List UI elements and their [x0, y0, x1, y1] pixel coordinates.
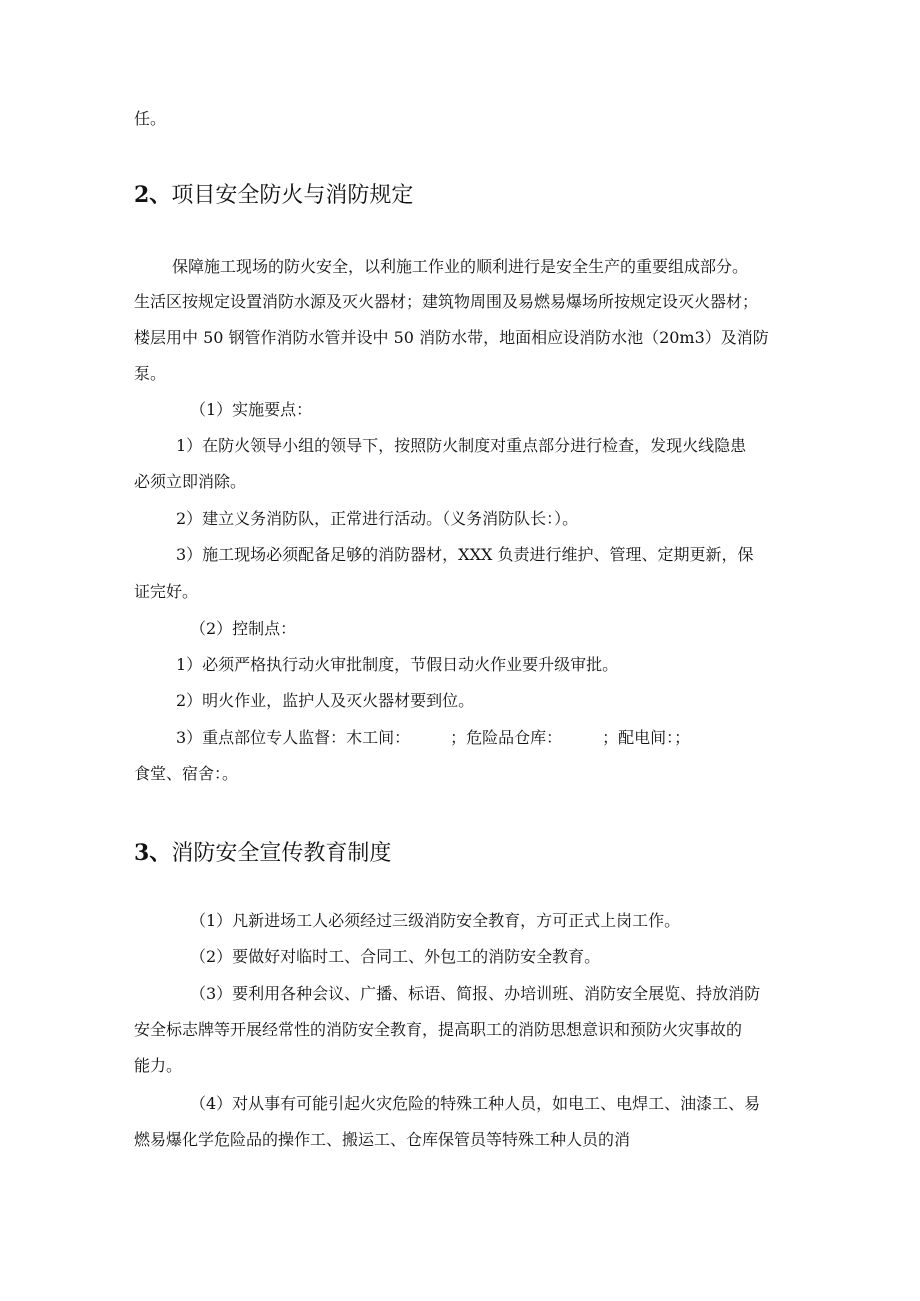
sub2-item-3: 3）重点部位专人监督：木工间： ；危险品仓库： ；配电间：； [176, 728, 691, 747]
sub2-item-2: 2）明火作业，监护人及灭火器材要到位。 [176, 691, 475, 710]
sub2-item-3-cont: 食堂、宿舍：。 [134, 764, 239, 783]
section-3-heading [134, 839, 391, 868]
section-3-number: 3、 [134, 840, 172, 866]
sub2-item-1: 1）必须严格执行动火审批制度，节假日动火作业要升级审批。 [176, 655, 619, 674]
section-3-title: 消防安全宣传教育制度 [171, 841, 392, 866]
section-3-line-1: （1）凡新进场工人必须经过三级消防安全教育，方可正式上岗工作。 [190, 911, 681, 930]
intro-line-1: 保障施工现场的防火安全，以利施工作业的顺利进行是安全生产的重要组成部分。 [172, 257, 749, 276]
sub1-title: （1）实施要点： [190, 400, 313, 419]
section-3-line-3-cont: 安全标志牌等开展经常性的消防安全教育，提高职工的消防思想意识和预防火灾事故的 [134, 1020, 743, 1039]
sub1-item-2: 2）建立义务消防队，正常进行活动。（义务消防队长：）。 [176, 509, 579, 528]
section-2-number: 2、 [134, 182, 172, 208]
section-3-line-2: （2）要做好对临时工、合同工、外包工的消防安全教育。 [190, 947, 601, 966]
section-3-line-4-cont: 燃易爆化学危险品的操作工、搬运工、仓库保管员等特殊工种人员的消 [134, 1130, 631, 1149]
intro-line-2: 生活区按规定设置消防水源及灭火器材；建筑物周围及易燃易爆场所按规定设灭火器材； [134, 292, 759, 311]
intro-line-3: 楼层用中 50 钢管作消防水管并设中 50 消防水带，地面相应设消防水池（20m3）及消防 [134, 328, 769, 347]
section-2-title: 项目安全防火与消防规定 [171, 183, 414, 208]
sub1-item-1-cont: 必须立即消除。 [134, 472, 247, 491]
sub2-title: （2）控制点： [190, 619, 297, 638]
section-3-line-3-end: 能力。 [134, 1056, 183, 1075]
section-3-line-4: （4）对从事有可能引起火灾危险的特殊工种人员，如电工、电焊工、油漆工、易 [190, 1094, 761, 1113]
section-3-line-3: （3）要利用各种会议、广播、标语、简报、办培训班、消防安全展览、持放消防 [190, 984, 761, 1003]
intro-line-4: 泵。 [134, 364, 167, 383]
carryover-text: 任。 [134, 109, 167, 128]
sub1-item-3-cont: 证完好。 [134, 582, 199, 601]
sub1-item-1: 1）在防火领导小组的领导下，按照防火制度对重点部分进行检查，发现火线隐患 [176, 436, 747, 455]
sub1-item-3: 3）施工现场必须配备足够的消防器材，XXX 负责进行维护、管理、定期更新，保 [176, 545, 754, 564]
section-2-heading [134, 181, 413, 210]
